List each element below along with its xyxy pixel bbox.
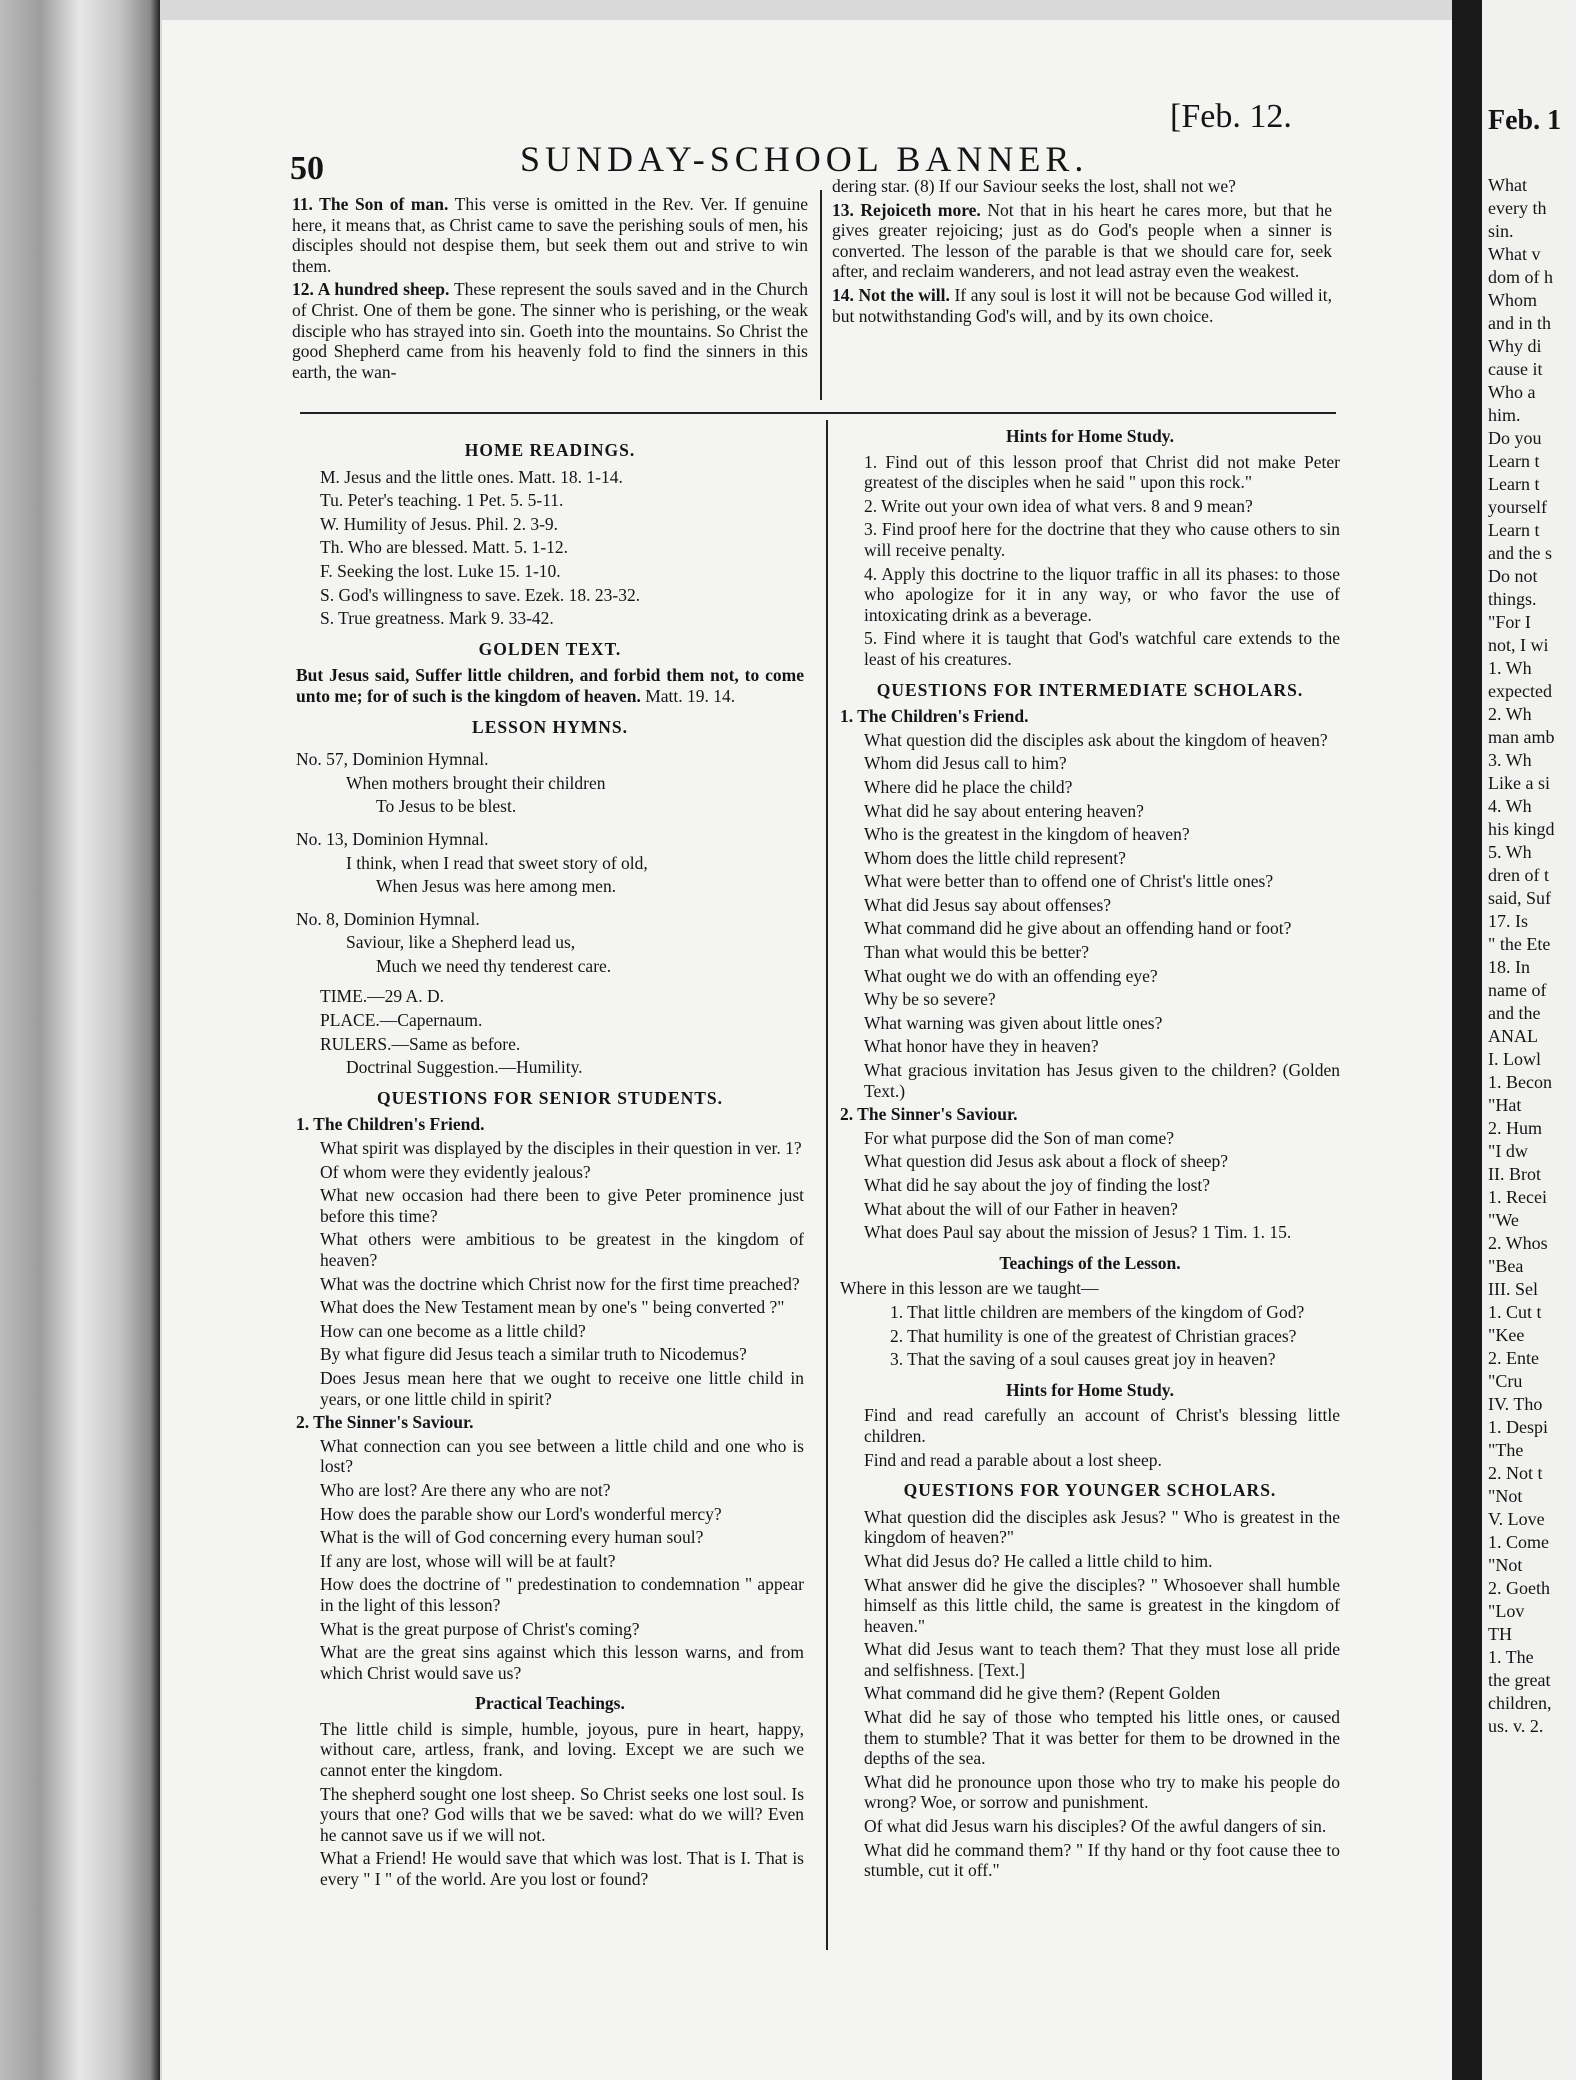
hymn-line: Saviour, like a Shepherd lead us, [346,932,576,953]
hymn-line: To Jesus to be blest. [376,796,517,817]
book-binding-edge [0,0,160,2080]
practical-heading: Practical Teachings. [475,1693,625,1714]
adjacent-page-line: Do you [1488,428,1542,448]
adjacent-page-line: said, Suf [1488,888,1551,908]
adjacent-page-line: What v [1488,244,1541,264]
adjacent-page-line: 5. Wh [1488,842,1532,862]
hint-item: Find and read carefully an account of Christ's blessing little children. [864,1405,1340,1446]
adjacent-page-line: 1. The [1488,1647,1534,1667]
adjacent-page-line: children, [1488,1693,1552,1713]
adjacent-page-line: him. [1488,405,1521,425]
lesson-rulers: RULERS.—Same as before. [320,1033,521,1054]
home-reading-item: Tu. Peter's teaching. 1 Pet. 5. 5-11. [320,490,564,511]
notes-right-column [832,176,1332,329]
question-item: By what figure did Jesus teach a similar truth to Nicodemus? [320,1344,747,1365]
question-item: Whom did Jesus call to him? [864,753,1067,774]
adjacent-page-line: Learn t [1488,474,1540,494]
page-title: SUNDAY-SCHOOL BANNER. [520,139,1089,179]
adjacent-page-line: and the [1488,1003,1541,1023]
page-date: [Feb. 12. [1170,98,1292,135]
adjacent-page-line: "Lov [1488,1601,1525,1621]
adjacent-page-line: 1. Recei [1488,1187,1547,1207]
adjacent-page-line: Like a si [1488,773,1550,793]
adjacent-page-line: 2. Whos [1488,1233,1548,1253]
senior-section-1: 1. The Children's Friend. [296,1114,485,1135]
question-item: Whom does the little child represent? [864,847,1126,868]
adjacent-page-header: Feb. 1 [1488,105,1562,136]
left-main-column [296,430,804,1893]
adjacent-page-line: sin. [1488,221,1514,241]
question-item: What are the great sins against which this lesson warns, and from which Christ would save us? [320,1642,804,1683]
question-item: What does Paul say about the mission of Jesus? 1 Tim. 1. 15. [864,1222,1292,1243]
note-12: 12. A hundred sheep. These represent the souls saved and in the Church of Christ. One of them be gone. The sinner who is perishing, or the weak disciple who has strayed into sin. Goeth into the mountains. So Christ the good Shepherd came from his heavenly fold to find the sinners in this earth, the wan- [292,279,809,382]
hint-item: 3. Find proof here for the doctrine that they who cause others to sin will receive penalty. [864,519,1340,560]
question-item: What command did he give about an offending hand or foot? [864,918,1292,939]
adjacent-page-line: "Kee [1488,1325,1525,1345]
adjacent-page-line: 1. Despi [1488,1417,1548,1437]
adjacent-page-line: V. Love [1488,1509,1545,1529]
question-item: For what purpose did the Son of man come? [864,1127,1175,1148]
adjacent-page-line: 2. Hum [1488,1118,1542,1138]
adjacent-page-line: "Cru [1488,1371,1523,1391]
question-item: What ought we do with an offending eye? [864,965,1158,986]
question-item: Where did he place the child? [864,776,1073,797]
question-item: What warning was given about little ones? [864,1012,1163,1033]
hint-item: Find and read a parable about a lost sheep. [864,1449,1162,1470]
hints-heading-2: Hints for Home Study. [1006,1379,1174,1400]
home-reading-item: Th. Who are blessed. Matt. 5. 1-12. [320,537,569,558]
adjacent-page-line: II. Brot [1488,1164,1541,1184]
hint-item: 1. Find out of this lesson proof that Christ did not make Peter greatest of the disciples when he said " upon this rock." [864,451,1340,493]
note-11: 11. The Son of man. This verse is omitted in the Rev. Ver. If genuine here, it means that, as Christ came to save the perishing souls of men, his disciples should not despise them, but seek them out and strive to win them. [292,194,809,276]
question-item: What is the will of God concerning every human soul? [320,1527,704,1548]
question-item: What connection can you see between a little child and one who is lost? [320,1435,804,1477]
adjacent-page-line: 2. Not t [1488,1463,1543,1483]
adjacent-page-line: 2. Ente [1488,1348,1539,1368]
adjacent-page-line: "The [1488,1440,1524,1460]
adjacent-page-line: III. Sel [1488,1279,1538,1299]
adjacent-page-line: and in th [1488,313,1551,333]
hint-item: 2. Write out your own idea of what vers. 8 and 9 mean? [864,495,1253,516]
adjacent-page-line: "Bea [1488,1256,1524,1276]
adjacent-page-line: his kingd [1488,819,1555,839]
adjacent-page-line: dren of t [1488,865,1549,885]
teaching-item: 1. That little children are members of the kingdom of God? [890,1301,1305,1322]
hymn-line: Much we need thy tenderest care. [376,955,612,976]
lesson-hymns-list [296,749,804,976]
hymn-number: No. 57, Dominion Hymnal. [296,749,489,770]
adjacent-page-line: "Not [1488,1486,1523,1506]
adjacent-page-line: IV. Tho [1488,1394,1543,1414]
younger-question-item: What did he pronounce upon those who try to make his people do wrong? Woe, or sorrow and punishment. [864,1771,1340,1813]
golden-text-heading: GOLDEN TEXT. [478,638,622,659]
adjacent-page-line: dom of h [1488,267,1553,287]
adjacent-page-line: 17. Is [1488,911,1528,931]
adjacent-page-line: the great [1488,1670,1551,1690]
adjacent-page-line: 2. Goeth [1488,1578,1550,1598]
teachings-list [840,1302,1340,1370]
younger-question-item: What did he command them? " If thy hand or thy foot cause thee to stumble, cut it off." [864,1839,1340,1881]
section-rule [300,412,1336,414]
adjacent-page-line: not, I wi [1488,635,1549,655]
home-reading-item: W. Humility of Jesus. Phil. 2. 3-9. [320,513,559,534]
question-item: How does the doctrine of " predestination to condemnation " appear in the light of this lesson? [320,1574,804,1615]
senior-section-2: 2. The Sinner's Saviour. [296,1412,474,1433]
practical-paragraph: What a Friend! He would save that which was lost. That is I. That is every " I " of the world. Are you lost or found? [320,1848,804,1890]
home-readings-heading: HOME READINGS. [464,440,636,460]
adjacent-page-line: 2. Wh [1488,704,1532,724]
hints-list [840,452,1340,670]
adjacent-page-line: things. [1488,589,1537,609]
adjacent-page-line: 4. Wh [1488,796,1532,816]
question-item: If any are lost, whose will will be at fault? [320,1550,616,1571]
adjacent-page-line: 1. Come [1488,1532,1549,1552]
younger-question-item: Of what did Jesus warn his disciples? Of the awful dangers of sin. [864,1816,1327,1837]
question-item: What question did Jesus ask about a flock of sheep? [864,1151,1229,1172]
adjacent-page-line: Learn t [1488,451,1540,471]
question-item: What question did the disciples ask about the kingdom of heaven? [864,729,1328,750]
adjacent-page-line: man amb [1488,727,1555,747]
lesson-place: PLACE.—Capernaum. [320,1010,483,1031]
younger-heading: QUESTIONS FOR YOUNGER SCHOLARS. [903,1480,1277,1501]
younger-questions [840,1507,1340,1881]
home-readings-list [296,467,804,629]
intermediate-questions-1 [840,730,1340,1102]
adjacent-page-line: TH [1488,1624,1512,1644]
note-continued: dering star. (8) If our Saviour seeks the lost, shall not we? [832,176,1236,196]
adjacent-page-line: Do not [1488,566,1538,586]
adjacent-page-line: every th [1488,198,1547,218]
adjacent-page-line: yourself [1488,497,1547,517]
lesson-time: TIME.—29 A. D. [320,986,444,1007]
adjacent-page-line: and the s [1488,543,1552,563]
adjacent-page-strip [1482,0,1576,2080]
question-item: What gracious invitation has Jesus given to the children? (Golden Text.) [864,1060,1340,1101]
question-item: What about the will of our Father in heaven? [864,1198,1178,1219]
adjacent-page-line: Whom [1488,290,1537,310]
lesson-hymns-heading: LESSON HYMNS. [472,716,628,737]
right-main-column [840,416,1340,1884]
home-reading-item: S. True greatness. Mark 9. 33-42. [320,608,554,629]
practical-paragraph: The shepherd sought one lost sheep. So Christ seeks one lost soul. Is yours that one? God wills that we be saved: what do we will? Even he cannot save us if we will not. [320,1783,804,1845]
practical-paragraph: The little child is simple, humble, joyous, pure in heart, happy, without care, artless, frank, and loving. Except we are such we cannot enter the kingdom. [320,1718,804,1781]
teaching-item: 3. That the saving of a soul causes great joy in heaven? [890,1349,1276,1370]
adjacent-page-line: name of [1488,980,1547,1000]
hymn-line: When Jesus was here among men. [376,876,617,897]
hymn-number: No. 13, Dominion Hymnal. [296,828,489,849]
question-item: What was the doctrine which Christ now for the first time preached? [320,1273,800,1294]
note-13: 13. Rejoiceth more. Not that in his heart he cares more, but that he gives greater rejoicing; just as do God's people when a sinner is converted. The lesson of the parable is that we should care for, seek after, and reclaim wanderers, and not lead astray even the weakest. [832,199,1332,282]
senior-questions-1 [296,1138,804,1409]
younger-question-item: What did Jesus do? He called a little child to him. [864,1550,1213,1571]
question-item: What honor have they in heaven? [864,1036,1099,1057]
adjacent-page-line: 1. Becon [1488,1072,1552,1092]
column-divider-main [826,420,828,1950]
senior-heading: QUESTIONS FOR SENIOR STUDENTS. [376,1087,724,1108]
question-item: What new occasion had there been to give Peter prominence just before this time? [320,1185,804,1226]
hints-heading: Hints for Home Study. [1006,426,1174,446]
home-reading-item: S. God's willingness to save. Ezek. 18. 23-32. [320,584,641,605]
question-item: How can one become as a little child? [320,1320,586,1341]
question-item: What is the great purpose of Christ's coming? [320,1618,640,1639]
adjacent-page-line: 18. In [1488,957,1530,977]
column-divider-top [820,190,822,400]
adjacent-page-line: 1. Cut t [1488,1302,1542,1322]
adjacent-page-line: Why di [1488,336,1542,356]
hymn-number: No. 8, Dominion Hymnal. [296,908,480,929]
question-item: Than what would this be better? [864,942,1090,963]
question-item: What did he say about entering heaven? [864,800,1144,821]
question-item: Why be so severe? [864,989,996,1010]
question-item: What spirit was displayed by the disciples in their question in ver. 1? [320,1138,802,1159]
adjacent-page-line: "For I [1488,612,1531,632]
intermediate-section-2: 2. The Sinner's Saviour. [840,1104,1018,1125]
page-gutter [1452,0,1482,2080]
senior-questions-2 [296,1436,804,1684]
question-item: Who are lost? Are there any who are not? [320,1479,611,1500]
adjacent-page-line: "Hat [1488,1095,1522,1115]
doctrinal-suggestion: Doctrinal Suggestion.—Humility. [346,1057,583,1078]
adjacent-page-line: What [1488,175,1527,195]
home-reading-item: M. Jesus and the little ones. Matt. 18. 1-14. [320,466,623,487]
home-reading-item: F. Seeking the lost. Luke 15. 1-10. [320,560,561,581]
adjacent-page-line: 1. Wh [1488,658,1532,678]
notes-left-column [292,194,808,385]
intermediate-heading: QUESTIONS FOR INTERMEDIATE SCHOLARS. [876,679,1304,700]
younger-question-item: What answer did he give the disciples? " Whosoever shall humble himself as this little child, the same is greatest in the kingdom of heaven." [864,1574,1340,1636]
intermediate-section-1: 1. The Children's Friend. [840,706,1029,727]
question-item: Who is the greatest in the kingdom of heaven? [864,824,1190,845]
younger-question-item: What did Jesus want to teach them? That they must lose all pride and selfishness. [Text.] [864,1639,1340,1680]
question-item: What were better than to offend one of Christ's little ones? [864,871,1274,892]
adjacent-page-line: "We [1488,1210,1519,1230]
hint-item: 5. Find where it is taught that God's watchful care extends to the least of his creatures. [864,628,1340,669]
hint-item: 4. Apply this doctrine to the liquor traffic in all its phases: to those who apologize for it in any way, or who favor the use of intoxicating drink as a beverage. [864,563,1340,625]
adjacent-page-line: cause it [1488,359,1543,379]
question-item: Of whom were they evidently jealous? [320,1161,591,1182]
hymn-line: I think, when I read that sweet story of old, [346,852,648,873]
adjacent-page-line: "I dw [1488,1141,1528,1161]
golden-text: But Jesus said, Suffer little children, and forbid them not, to come unto me; for of such is the kingdom of heaven. Matt. 19. 14. [296,665,804,706]
question-item: What did he say about the joy of finding the lost? [864,1175,1211,1195]
teachings-heading: Teachings of the Lesson. [999,1252,1181,1273]
question-item: What did Jesus say about offenses? [864,894,1112,915]
practical-teachings [296,1719,804,1890]
teaching-item: 2. That humility is one of the greatest of Christian graces? [890,1325,1297,1346]
page-number: 50 [290,150,324,187]
adjacent-page-line: "Not [1488,1555,1523,1575]
younger-question-item: What command did he give them? (Repent Golden [864,1683,1221,1704]
intermediate-questions-2 [840,1128,1340,1243]
adjacent-page-line: ANAL [1488,1026,1538,1046]
note-14: 14. Not the will. If any soul is lost it will not be because God willed it, but notwithstanding God's will, and by its own choice. [832,284,1332,326]
hints-list-2 [840,1405,1340,1470]
younger-question-item: What did he say of those who tempted his little ones, or caused them to stumble? That it was better for them to be drowned in the depths of the sea. [864,1707,1340,1769]
question-item: How does the parable show our Lord's wonderful mercy? [320,1503,722,1524]
adjacent-page-line: Learn t [1488,520,1540,540]
teachings-intro: Where in this lesson are we taught— [840,1278,1099,1299]
question-item: Does Jesus mean here that we ought to receive one little child in years, or one little child in spirit? [320,1367,804,1409]
adjacent-page-line: us. v. 2. [1488,1716,1544,1736]
hymn-line: When mothers brought their children [346,772,606,793]
question-item: What does the New Testament mean by one's " being converted ?" [320,1297,785,1318]
adjacent-page-line: expected [1488,681,1552,701]
adjacent-page-line: 3. Wh [1488,750,1532,770]
question-item: What others were ambitious to be greatest in the kingdom of heaven? [320,1229,804,1270]
younger-question-item: What question did the disciples ask Jesus? " Who is greatest in the kingdom of heaven?" [864,1506,1340,1548]
adjacent-page-line: " the Ete [1488,934,1551,954]
adjacent-page-line: I. Lowl [1488,1049,1541,1069]
adjacent-page-line: Who a [1488,382,1536,402]
